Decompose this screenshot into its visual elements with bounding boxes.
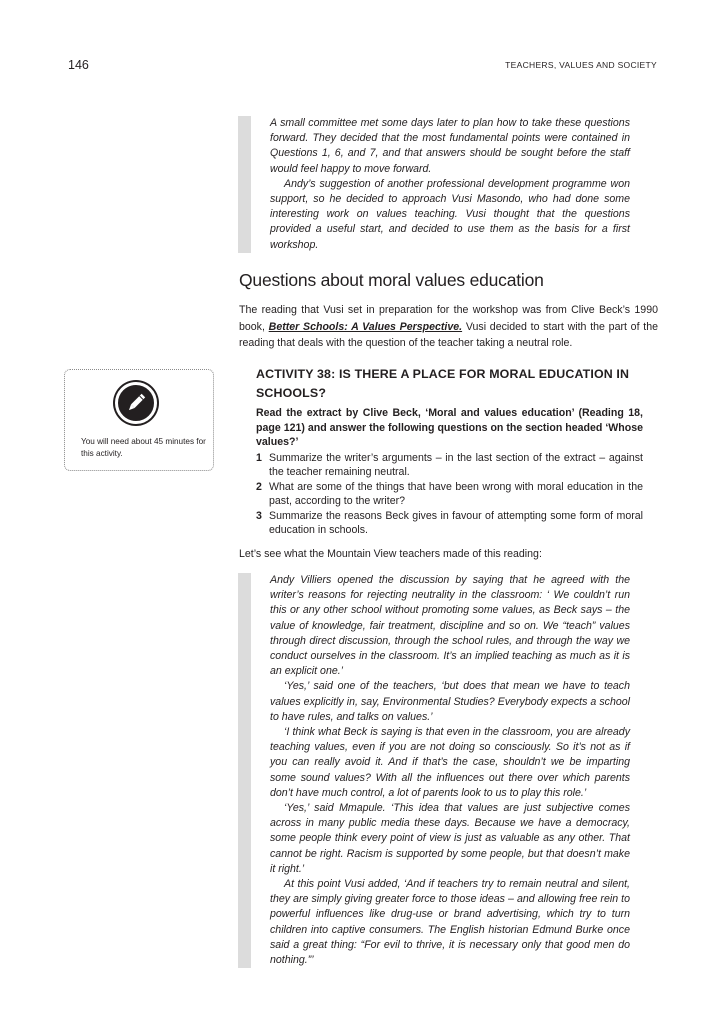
intro-text-before-title: The reading that Vusi set in preparation for the workshop was from Clive Beck’s 1990 book, [239, 304, 658, 333]
case-study-paragraph: Andy’s suggestion of another professional development programme won support, so he decided to approach Vusi Masondo, who had done some interesting work on values teaching. Vusi thought that the questions provided a useful start, and decided to use them as the basis for a first workshop. [270, 177, 630, 251]
running-head: TEACHERS, VALUES AND SOCIETY [505, 60, 657, 70]
question-number: 1 [256, 451, 262, 464]
case-study-block-discussion [238, 573, 630, 968]
activity-question [256, 480, 643, 509]
case-study-paragraph: A small committee met some days later to plan how to take these questions forward. They decided that the most fundamental points were contained in Questions 1, 6, and 7, and that answers should be sought before the staff would feel happy to move forward. [270, 117, 630, 175]
question-text: Summarize the reasons Beck gives in favour of attempting some form of moral education in schools. [269, 509, 643, 536]
book-title: Better Schools: A Values Perspective. [268, 320, 463, 333]
section-intro [239, 302, 658, 352]
case-study-block-committee [238, 116, 630, 253]
intro-text-after-title: Vusi decided to start with the part of the reading that deals with the question of the teacher taking a neutral role. [239, 320, 658, 349]
page-number: 146 [68, 58, 89, 72]
quote-side-bar [238, 116, 251, 253]
activity-instructions: Read the extract by Clive Beck, ‘Moral and values education’ (Reading 18, page 121) and answer the following questions on the section headed ‘Whose values?’ [256, 407, 643, 448]
pencil-icon [115, 382, 157, 424]
time-needed-note: You will need about 45 minutes for this activity. [81, 437, 206, 458]
question-number: 3 [256, 509, 262, 522]
case-study-text [270, 116, 630, 253]
activity-title: ACTIVITY 38: IS THERE A PLACE FOR MORAL EDUCATION IN SCHOOLS? [256, 367, 630, 400]
activity-time-sidebar [64, 369, 214, 471]
quote-side-bar [238, 573, 251, 968]
case-study-paragraph: ‘Yes,’ said one of the teachers, ‘but does that mean we have to teach values explicitly in, say, Environmental Studies? Everybody expects a school to have rules, and talks on values.’ [270, 680, 630, 723]
activity-question [256, 509, 643, 538]
case-study-text [270, 573, 630, 968]
transition-sentence: Let’s see what the Mountain View teachers made of this reading: [239, 548, 542, 560]
activity-questions [256, 451, 643, 538]
question-number: 2 [256, 480, 262, 493]
case-study-paragraph: ‘I think what Beck is saying is that even in the classroom, you are already teaching values, even if you are not doing so consciously. So it’s not as if you can really avoid it. And if that’s the case, shouldn’t we be imparting some sound values? With all the influences out there over which parents don’t have much control, a lot of parents look to us to play this role.’ [270, 726, 630, 799]
question-text: Summarize the writer’s arguments – in the last section of the extract – against the teacher remaining neutral. [269, 451, 643, 478]
section-heading: Questions about moral values education [239, 270, 544, 290]
case-study-paragraph: ‘Yes,’ said Mmapule. ‘This idea that values are just subjective comes across in many public media these days. Because we have a democracy, some people think every point of view is just as valuable as any other. That cannot be right. Racism is supported by some people, but that doesn’t make it right.’ [270, 802, 630, 875]
case-study-paragraph: Andy Villiers opened the discussion by saying that he agreed with the writer’s reasons for rejecting neutrality in the classroom: ‘ We couldn’t run this or any other school without promoting some values, as Beck says – the value of knowledge, fair treatment, discipline and so on. We “teach” values through direct discussion, through the school rules, and through the way we conduct ourselves in the classroom. It’s an implied teaching as much as it is an explicit one.’ [270, 574, 630, 678]
activity-38 [256, 365, 643, 538]
activity-question [256, 451, 643, 480]
case-study-paragraph: At this point Vusi added, ‘And if teachers try to remain neutral and silent, they are simply giving greater force to those ideas – and allowing free rein to powerful influences like drug-use or brand advertising, which try to turn children into captive consumers. The English historian Edmund Burke once said a great thing: “For evil to thrive, it is necessary only that good men do nothing.”’ [270, 878, 630, 967]
question-text: What are some of the things that have been wrong with moral education in the past, according to the writer? [269, 480, 643, 507]
